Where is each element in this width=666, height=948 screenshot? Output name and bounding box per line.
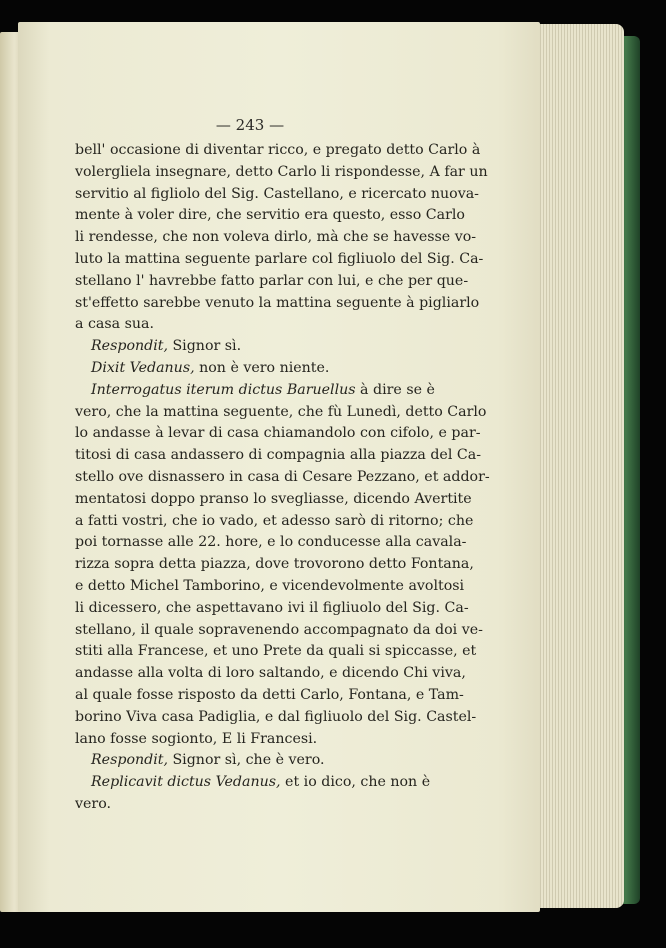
speaker-label: Dixit Vedanus, xyxy=(91,359,195,376)
text-line: servitio al figliolo del Sig. Castellano, e ricercato nuova- xyxy=(75,185,479,202)
page-stack-edge xyxy=(538,24,624,908)
text-line: vero. xyxy=(75,795,111,812)
text-line: rizza sopra detta piazza, dove trovorono detto Fontana, xyxy=(75,556,474,573)
page-number: — 243 — xyxy=(215,116,285,134)
text-line xyxy=(75,336,430,358)
text-line: mente à voler dire, che servitio era questo, esso Carlo xyxy=(75,207,465,224)
text-line xyxy=(75,750,430,772)
line-text: à dire se è xyxy=(355,381,435,398)
text-line: li rendesse, che non voleva dirlo, mà che se havesse vo- xyxy=(75,229,477,246)
text-line: e detto Michel Tamborino, e vicendevolmente avoltosi xyxy=(75,577,465,594)
text-line: al quale fosse risposto da detti Carlo, Fontana, e Tam- xyxy=(75,686,464,703)
text-line: stellano, il quale sopravenendo accompagnato da doi ve- xyxy=(75,621,483,638)
text-line: li dicessero, che aspettavano ivi il figliuolo del Sig. Ca- xyxy=(75,599,469,616)
speaker-label: Respondit, xyxy=(91,338,168,355)
text-line: luto la mattina seguente parlare col figliuolo del Sig. Ca- xyxy=(75,250,484,267)
text-line xyxy=(75,358,430,380)
line-text: et io dico, che non è xyxy=(280,774,431,791)
text-line: stello ove disnassero in casa di Cesare Pezzano, et addor- xyxy=(75,468,490,485)
text-line xyxy=(75,380,435,402)
speaker-label: Interrogatus iterum dictus Baruellus xyxy=(91,381,356,398)
body-text xyxy=(75,140,490,816)
text-line: lano fosse sogionto, E li Francesi. xyxy=(75,730,318,747)
text-line: mentatosi doppo pranso lo svegliasse, dicendo Avertite xyxy=(75,490,472,507)
text-line: andasse alla volta di loro saltando, e dicendo Chi viva, xyxy=(75,665,466,682)
text-line: titosi di casa andassero di compagnia alla piazza del Ca- xyxy=(75,447,481,464)
text-line: volergliela insegnare, detto Carlo li rispondesse, A far un xyxy=(75,163,488,180)
speaker-label: Replicavit dictus Vedanus, xyxy=(91,774,281,791)
text-line: a casa sua. xyxy=(75,316,155,333)
text-line: vero, che la mattina seguente, che fù Lunedì, detto Carlo xyxy=(75,403,487,420)
text-line: lo andasse à levar di casa chiamandolo con cifolo, e par- xyxy=(75,425,481,442)
line-text: Signor sì. xyxy=(167,338,242,355)
text-line xyxy=(75,772,430,794)
speaker-label: Respondit, xyxy=(91,752,168,769)
text-line: bell' occasione di diventar ricco, e pregato detto Carlo à xyxy=(75,142,481,158)
line-text: non è vero niente. xyxy=(194,359,330,376)
text-line: stellano l' havrebbe fatto parlar con lui, e che per que- xyxy=(75,272,469,289)
text-line: borino Viva casa Padiglia, e dal figliuolo del Sig. Castel- xyxy=(75,708,477,725)
text-line: st'effetto sarebbe venuto la mattina seguente à pigliarlo xyxy=(75,294,480,311)
text-line: poi tornasse alle 22. hore, e lo conducesse alla cavala- xyxy=(75,534,467,551)
text-line: a fatti vostri, che io vado, et adesso sarò di ritorno; che xyxy=(75,512,474,529)
text-line: stiti alla Francese, et uno Prete da quali si spiccasse, et xyxy=(75,643,477,660)
line-text: Signor sì, che è vero. xyxy=(167,752,325,769)
